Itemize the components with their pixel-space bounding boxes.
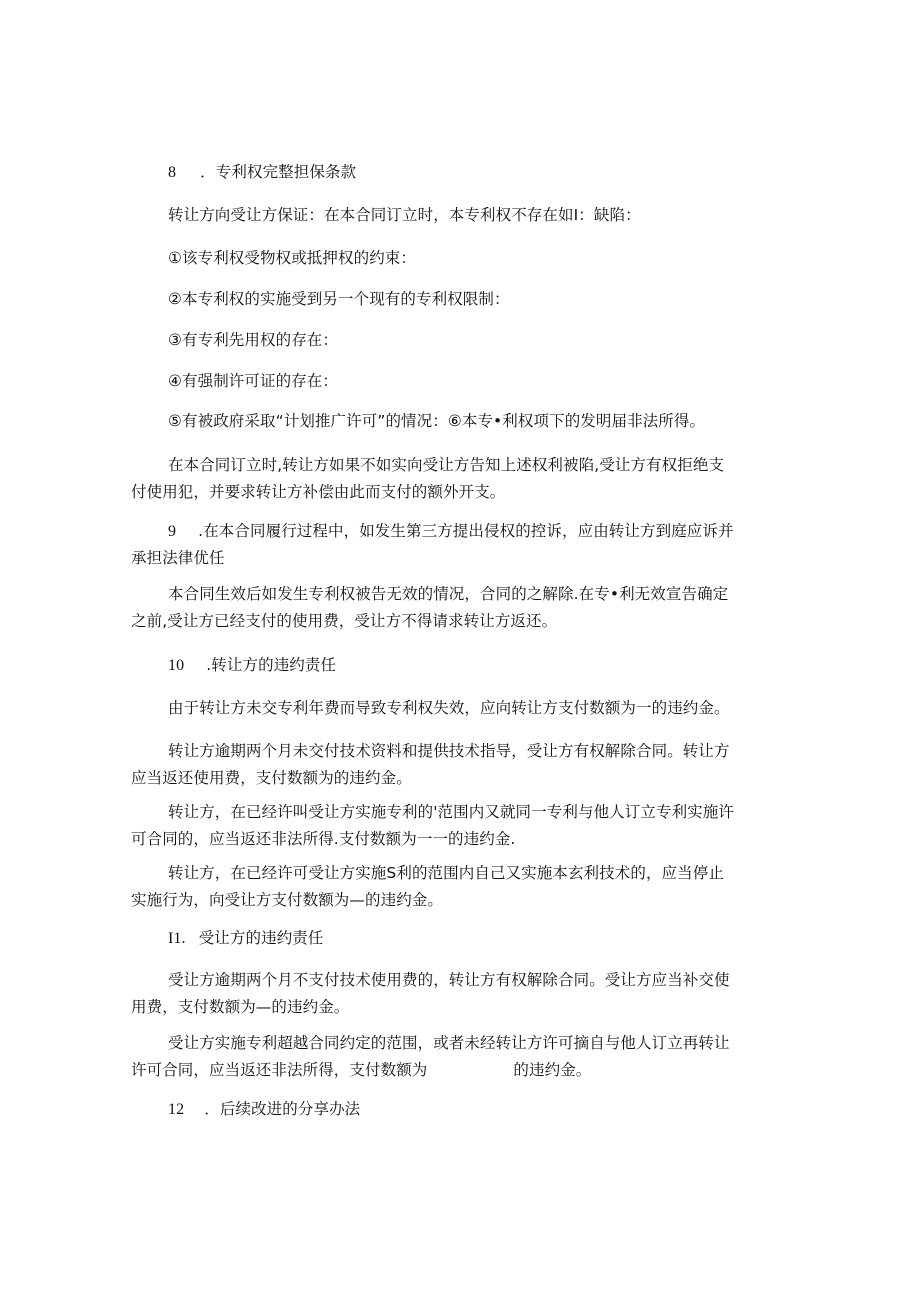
section-10-paragraph-2-line-2: 应当返还使用费，支付数额为的违约金。 bbox=[131, 769, 412, 787]
section-8-heading bbox=[131, 159, 824, 186]
section-8-item-4: ④有强制许可证的存在： bbox=[168, 372, 338, 390]
section-8-paragraph bbox=[131, 452, 787, 506]
section-9-paragraph-line-2: 之前,受让方已经支付的使用费，受让方不得请求转让方返还。 bbox=[131, 612, 558, 630]
section-10-paragraph-2 bbox=[131, 738, 787, 792]
section-8-item-3: ③有专利先用权的存在： bbox=[168, 331, 338, 349]
section-10-heading bbox=[131, 652, 824, 679]
section-12-title: ．后续改进的分享办法 bbox=[204, 1100, 361, 1118]
section-11-paragraph-2-line-2a: 许可合同，应当返还非法所得，支付数额为 bbox=[131, 1061, 428, 1079]
section-11-paragraph-2 bbox=[131, 1030, 787, 1084]
section-12-number: 12 bbox=[168, 1101, 185, 1118]
section-8-intro: 转让方向受让方保证：在本合同订立时，本专利权不存在如I：缺陷： bbox=[168, 206, 641, 224]
section-11-paragraph-1-line-1: 受让方逾期两个月不支付技术使用费的，转让方有权解除合同。受让方应当补交使 bbox=[168, 971, 730, 989]
section-10-paragraph-4-line-1: 转让方，在已经许可受让方实施S利的范围内自己又实施本玄利技术的，应当停止 bbox=[168, 864, 724, 882]
section-11-paragraph-1 bbox=[131, 967, 787, 1021]
section-8-item-2: ②本专利权的实施受到另一个现有的专利权限制： bbox=[168, 290, 510, 308]
section-10-paragraph-3-line-1: 转让方，在已经许叫受让方实施专利的'范围内又就同一专利与他人订立专利实施许 bbox=[168, 803, 734, 821]
section-10-paragraph-1: 由于转让方未交专利年费而导致专利权失效，应向转让方支付数额为一的违约金。 bbox=[168, 699, 730, 717]
section-10-paragraph-3 bbox=[131, 799, 787, 853]
section-10-paragraph-2-line-1: 转让方逾期两个月未交付技术资料和提供技术指导，受让方有权解除合同。转让方 bbox=[168, 742, 730, 760]
section-9-paragraph bbox=[131, 581, 787, 635]
section-10-paragraph-3-line-2: 可合同的，应当返还非法所得.支付数额为一一的违约金. bbox=[131, 830, 516, 848]
section-10-paragraph-4-line-2: 实施行为，向受让方支付数额为—的违约金。 bbox=[131, 891, 444, 909]
section-8-number: 8 bbox=[168, 164, 177, 181]
section-9-line-2: 承担法律优任 bbox=[131, 549, 225, 567]
section-12-heading bbox=[131, 1096, 824, 1123]
section-8-paragraph-line-1: 在本合同订立时,转让方如果不如实向受让方告知上述权利被陷,受让方有权拒绝支 bbox=[168, 456, 725, 474]
section-11-number: I1. bbox=[168, 930, 186, 947]
section-10-title: .转让方的违约责任 bbox=[206, 656, 337, 674]
section-10-paragraph-4 bbox=[131, 860, 787, 914]
section-11-paragraph-2-line-1: 受让方实施专利超越合同约定的范围，或者未经转让方许可摘自与他人订立再转让 bbox=[168, 1034, 730, 1052]
section-9-line-1: .在本合同履行过程中，如发生第三方提出侵权的控诉，应由转让方到庭应诉并 bbox=[198, 522, 734, 540]
section-8-paragraph-line-2: 付使用犯，并要求转让方补偿由此而支付的额外开支。 bbox=[131, 483, 506, 501]
section-9-number: 9 bbox=[168, 523, 177, 540]
section-11-paragraph-2-line-2b: 的违约金。 bbox=[513, 1061, 592, 1079]
section-11-paragraph-1-line-2: 用费，支付数额为—的违约金。 bbox=[131, 998, 350, 1016]
section-9-heading bbox=[131, 518, 787, 572]
section-8-title: ．专利权完整担保条款 bbox=[200, 163, 357, 181]
section-10-number: 10 bbox=[168, 657, 185, 674]
section-11-heading bbox=[131, 925, 824, 952]
section-11-title: 受让方的违约责任 bbox=[198, 929, 324, 947]
section-9-paragraph-line-1: 本合同生效后如发生专利权被告无效的情况，合同的之解除.在专•利无效宣告确定 bbox=[168, 585, 729, 603]
section-8-item-1: ①该专利权受物权或抵押权的约束： bbox=[168, 249, 416, 267]
section-8-item-5: ⑤有被政府采取“计划推广许可”的情况：⑥本专•利权项下的发明届非法所得。 bbox=[168, 412, 706, 430]
